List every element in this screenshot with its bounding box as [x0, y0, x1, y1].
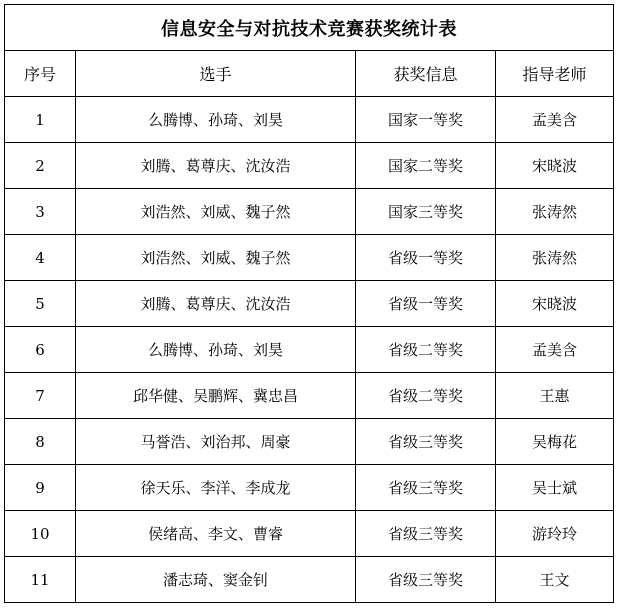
table-row — [5, 557, 614, 603]
cell-award: 省级三等奖 — [356, 511, 496, 557]
cell-players: 马誉浩、刘治邦、周豪 — [76, 419, 356, 465]
table-row — [5, 327, 614, 373]
cell-no: 7 — [5, 373, 76, 419]
cell-no: 4 — [5, 235, 76, 281]
cell-teacher: 王文 — [496, 557, 614, 603]
header-award: 获奖信息 — [356, 51, 496, 97]
table-row — [5, 511, 614, 557]
cell-teacher: 吴梅花 — [496, 419, 614, 465]
cell-no: 1 — [5, 97, 76, 143]
cell-teacher: 游玲玲 — [496, 511, 614, 557]
cell-no: 5 — [5, 281, 76, 327]
header-no: 序号 — [5, 51, 76, 97]
table-title: 信息安全与对抗技术竞赛获奖统计表 — [5, 5, 614, 51]
table-row — [5, 189, 614, 235]
cell-award: 省级一等奖 — [356, 281, 496, 327]
cell-award: 国家一等奖 — [356, 97, 496, 143]
cell-no: 9 — [5, 465, 76, 511]
cell-no: 2 — [5, 143, 76, 189]
award-table — [4, 4, 614, 603]
cell-players: 刘浩然、刘威、魏子然 — [76, 235, 356, 281]
cell-teacher: 孟美含 — [496, 327, 614, 373]
cell-teacher: 宋晓波 — [496, 143, 614, 189]
cell-award: 省级一等奖 — [356, 235, 496, 281]
cell-players: 徐天乐、李洋、李成龙 — [76, 465, 356, 511]
cell-no: 10 — [5, 511, 76, 557]
header-teacher: 指导老师 — [496, 51, 614, 97]
cell-award: 省级二等奖 — [356, 373, 496, 419]
cell-players: 刘腾、葛尊庆、沈汝浩 — [76, 143, 356, 189]
award-statistics-sheet — [4, 4, 613, 605]
table-row — [5, 97, 614, 143]
header-players: 选手 — [76, 51, 356, 97]
cell-no: 6 — [5, 327, 76, 373]
cell-award: 省级二等奖 — [356, 327, 496, 373]
cell-players: 刘浩然、刘威、魏子然 — [76, 189, 356, 235]
cell-no: 11 — [5, 557, 76, 603]
cell-no: 3 — [5, 189, 76, 235]
cell-teacher: 王惠 — [496, 373, 614, 419]
cell-teacher: 吴士斌 — [496, 465, 614, 511]
table-row — [5, 281, 614, 327]
cell-teacher: 张涛然 — [496, 189, 614, 235]
cell-award: 国家二等奖 — [356, 143, 496, 189]
cell-award: 省级三等奖 — [356, 557, 496, 603]
cell-players: 侯绪高、李文、曹睿 — [76, 511, 356, 557]
table-row — [5, 235, 614, 281]
cell-players: 邱华健、吴鹏辉、冀忠昌 — [76, 373, 356, 419]
cell-players: 么腾博、孙琦、刘昊 — [76, 97, 356, 143]
cell-players: 么腾博、孙琦、刘昊 — [76, 327, 356, 373]
table-row — [5, 465, 614, 511]
cell-award: 省级三等奖 — [356, 419, 496, 465]
cell-teacher: 孟美含 — [496, 97, 614, 143]
table-row — [5, 143, 614, 189]
cell-no: 8 — [5, 419, 76, 465]
table-row — [5, 373, 614, 419]
header-row — [5, 51, 614, 97]
cell-teacher: 张涛然 — [496, 235, 614, 281]
cell-players: 潘志琦、窦金钊 — [76, 557, 356, 603]
title-row — [5, 5, 614, 51]
cell-award: 国家三等奖 — [356, 189, 496, 235]
table-row — [5, 419, 614, 465]
cell-teacher: 宋晓波 — [496, 281, 614, 327]
cell-award: 省级三等奖 — [356, 465, 496, 511]
cell-players: 刘腾、葛尊庆、沈汝浩 — [76, 281, 356, 327]
